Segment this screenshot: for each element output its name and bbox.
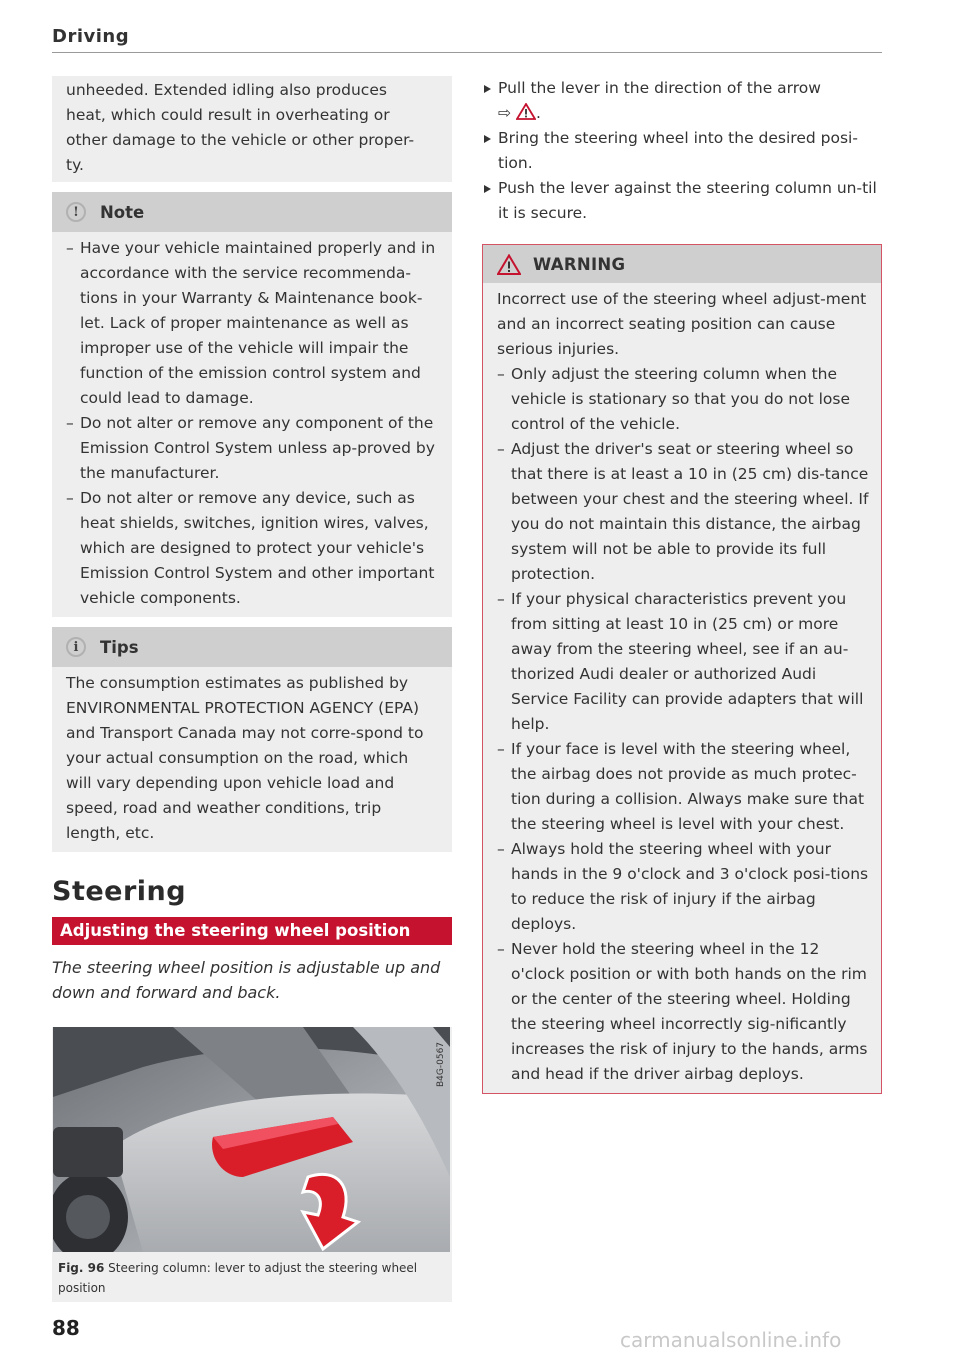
- watermark: carmanualsonline.info: [620, 1328, 842, 1352]
- figure-code: B4G-0567: [436, 1041, 446, 1087]
- step-text: Pull the lever in the direction of the arrow: [498, 79, 821, 97]
- intro-line: ty.: [66, 156, 84, 174]
- note-body: [52, 232, 452, 617]
- warning-item: – If your face is level with the steering wheel, the airbag does not provide as much protec-tion during a collision. Always make sure that the steering wheel is level with your chest.: [497, 737, 869, 837]
- intro-line: unheeded. Extended idling also produces: [66, 81, 387, 99]
- page-header: [52, 26, 882, 47]
- tips-body: [52, 667, 452, 852]
- figure-label: Fig. 96: [58, 1261, 105, 1275]
- warning-body: [483, 283, 881, 1093]
- info-circle-icon: i: [66, 637, 86, 657]
- section-title: Steering: [52, 876, 187, 907]
- note-item: – Do not alter or remove any component of the Emission Control System unless ap-proved by the manufacturer.: [66, 411, 438, 486]
- figure: [52, 1027, 452, 1302]
- warning-item: – If your physical characteristics prevent you from sitting at least 10 in (25 cm) or more away from the steering wheel, see if an au-thorized Audi dealer or authorized Audi Service Facility can provide adapters that will help.: [497, 587, 869, 737]
- warning-item: – Always hold the steering wheel with your hands in the 9 o'clock and 3 o'clock posi-tions to reduce the risk of injury if the airbag deploys.: [497, 837, 869, 937]
- step-item: Pull the lever in the direction of the arrow ⇨ .: [482, 76, 882, 126]
- header-rule: [52, 52, 882, 53]
- step-item: Push the lever against the steering column un-til it is secure.: [482, 176, 882, 226]
- header-title: Driving: [52, 26, 130, 47]
- intro-box: [52, 76, 452, 182]
- step-item: Bring the steering wheel into the desired posi-tion.: [482, 126, 882, 176]
- tips-text: The consumption estimates as published by ENVIRONMENTAL PROTECTION AGENCY (EPA) and Transport Canada may not corre-spond to your actual consumption on the road, which will vary depending upon vehicle load and speed, road and weather conditions, trip length, etc.: [66, 674, 424, 842]
- note-item: – Do not alter or remove any device, such as heat shields, switches, ignition wires, valves, which are designed to protect your vehicle's Emission Control System and other important vehicle components.: [66, 486, 438, 611]
- warning-heading: [483, 245, 881, 283]
- warning-item: – Never hold the steering wheel in the 12 o'clock position or with both hands on the rim or the center of the steering wheel. Holding the steering wheel incorrectly sig-nificantly increases the risk of injury to the hands, arms and head if the driver airbag deploys.: [497, 937, 869, 1087]
- right-column: [482, 76, 882, 1094]
- note-item: – Have your vehicle maintained properly and in accordance with the service recommenda-tions in your Warranty & Maintenance book-let. Lack of proper maintenance as well as improper use of the vehicle will impair the function of the emission control system and could lead to damage.: [66, 236, 438, 411]
- section-intro: The steering wheel position is adjustable up and down and forward and back.: [52, 958, 441, 1002]
- page-number: 88: [52, 1316, 80, 1340]
- warning-box: [482, 244, 882, 1094]
- intro-line: heat, which could result in overheating or: [66, 106, 390, 124]
- tips-heading: [52, 627, 452, 667]
- note-label: Note: [100, 202, 145, 222]
- figure-caption: [52, 1252, 452, 1302]
- warning-item: – Adjust the driver's seat or steering wheel so that there is at least a 10 in (25 cm) dis-tance between your chest and the steering wheel. If you do not maintain this distance, the airbag system will not be able to provide its full protection.: [497, 437, 869, 587]
- intro-line: other damage to the vehicle or other proper-: [66, 131, 415, 149]
- left-column: [52, 76, 452, 1302]
- subsection-heading: Adjusting the steering wheel position: [52, 917, 452, 945]
- tips-label: Tips: [100, 637, 139, 657]
- figure-caption-text: Steering column: lever to adjust the steering wheel position: [58, 1261, 418, 1295]
- warning-label: WARNING: [533, 254, 626, 274]
- warning-intro: Incorrect use of the steering wheel adjust-ment and an incorrect seating position can cause serious injuries.: [497, 290, 867, 358]
- warning-item: – Only adjust the steering column when the vehicle is stationary so that you do not lose control of the vehicle.: [497, 362, 869, 437]
- warning-triangle-icon: [497, 254, 521, 275]
- warning-triangle-icon: [516, 103, 536, 120]
- exclamation-circle-icon: !: [66, 202, 86, 222]
- steering-column-illustration: [53, 1027, 450, 1252]
- ref-arrow-icon: ⇨: [498, 104, 511, 122]
- note-heading: [52, 192, 452, 232]
